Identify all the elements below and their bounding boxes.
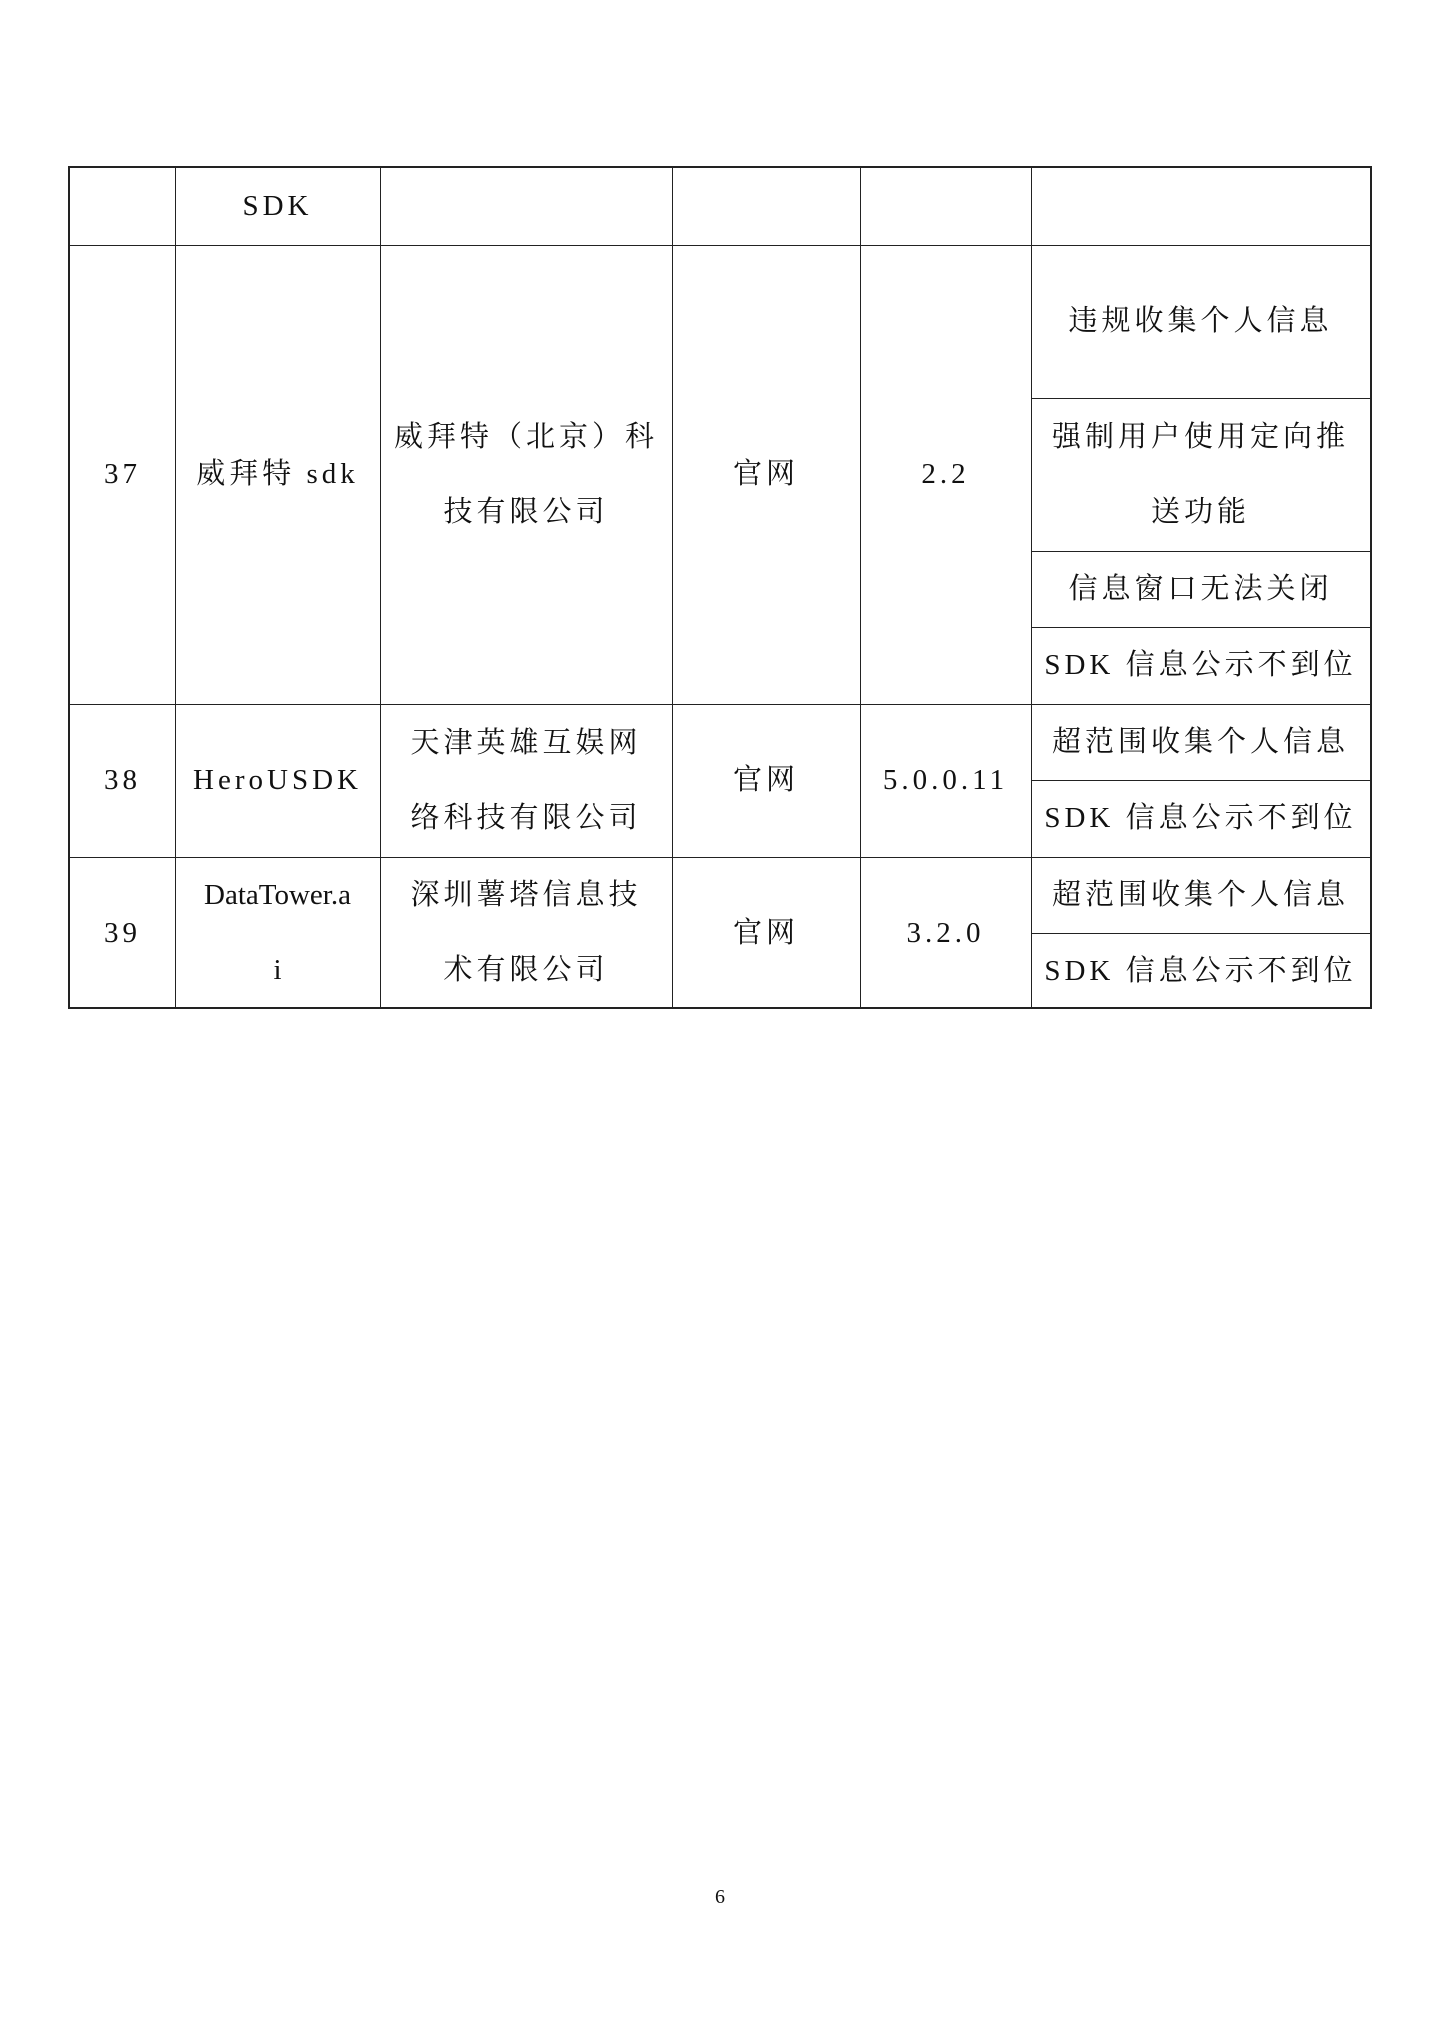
issue-text: SDK 信息公示不到位	[1044, 802, 1357, 834]
version: 3.2.0	[906, 916, 985, 949]
sdk-name-cell: SDK	[242, 190, 313, 222]
sdk-name-cell	[175, 245, 380, 704]
issue-cell	[1031, 245, 1370, 398]
issue-text: 违规收集个人信息	[1068, 305, 1333, 337]
source-cell	[672, 857, 860, 1009]
row-number: 37	[104, 458, 141, 490]
source-cell	[672, 704, 860, 857]
sdk-name-line: DataTower.a	[204, 879, 351, 911]
sdk-name: 威拜特 sdk	[196, 458, 359, 490]
table-row-continuation	[175, 168, 380, 245]
sdk-name: HeroUSDK	[193, 764, 362, 796]
source: 官网	[732, 458, 799, 490]
issue-cell	[1031, 627, 1370, 704]
row-number: 39	[104, 916, 141, 949]
row-number-cell	[70, 245, 175, 704]
sdk-name-cell	[175, 704, 380, 857]
version: 2.2	[921, 458, 970, 490]
issue-text: 送功能	[1150, 495, 1250, 528]
company-line: 络科技有限公司	[410, 801, 642, 834]
company-line: 术有限公司	[443, 954, 609, 986]
issue-text: 信息窗口无法关闭	[1068, 572, 1333, 605]
issue-text: SDK 信息公示不到位	[1044, 649, 1357, 681]
sdk-name-cell	[175, 857, 380, 1009]
source: 官网	[732, 764, 799, 796]
sdk-name-line: i	[273, 954, 282, 986]
issue-cell	[1031, 933, 1370, 1009]
issue-text: 强制用户使用定向推	[1051, 420, 1349, 453]
company-line: 威拜特（北京）科	[393, 420, 658, 453]
company-line: 深圳薯塔信息技	[410, 879, 642, 911]
issue-text: SDK 信息公示不到位	[1044, 954, 1357, 987]
issue-cell	[1031, 398, 1370, 551]
issue-cell	[1031, 780, 1370, 857]
issue-cell	[1031, 704, 1370, 780]
page-number: 6	[715, 1886, 725, 1908]
issue-cell	[1031, 857, 1370, 933]
row-number-cell	[70, 704, 175, 857]
company-line: 技有限公司	[443, 495, 609, 528]
version: 5.0.0.11	[882, 764, 1009, 796]
company-cell	[380, 857, 672, 1009]
source: 官网	[732, 916, 799, 949]
sdk-violation-table	[68, 166, 1372, 1009]
version-cell	[860, 245, 1031, 704]
row-number: 38	[104, 764, 141, 796]
company-cell	[380, 704, 672, 857]
company-line: 天津英雄互娱网	[410, 726, 642, 759]
issue-text: 超范围收集个人信息	[1051, 725, 1349, 758]
company-cell	[380, 245, 672, 704]
version-cell	[860, 704, 1031, 857]
source-cell	[672, 245, 860, 704]
version-cell	[860, 857, 1031, 1009]
row-number-cell	[70, 857, 175, 1009]
issue-cell	[1031, 551, 1370, 627]
issue-text: 超范围收集个人信息	[1051, 878, 1349, 911]
